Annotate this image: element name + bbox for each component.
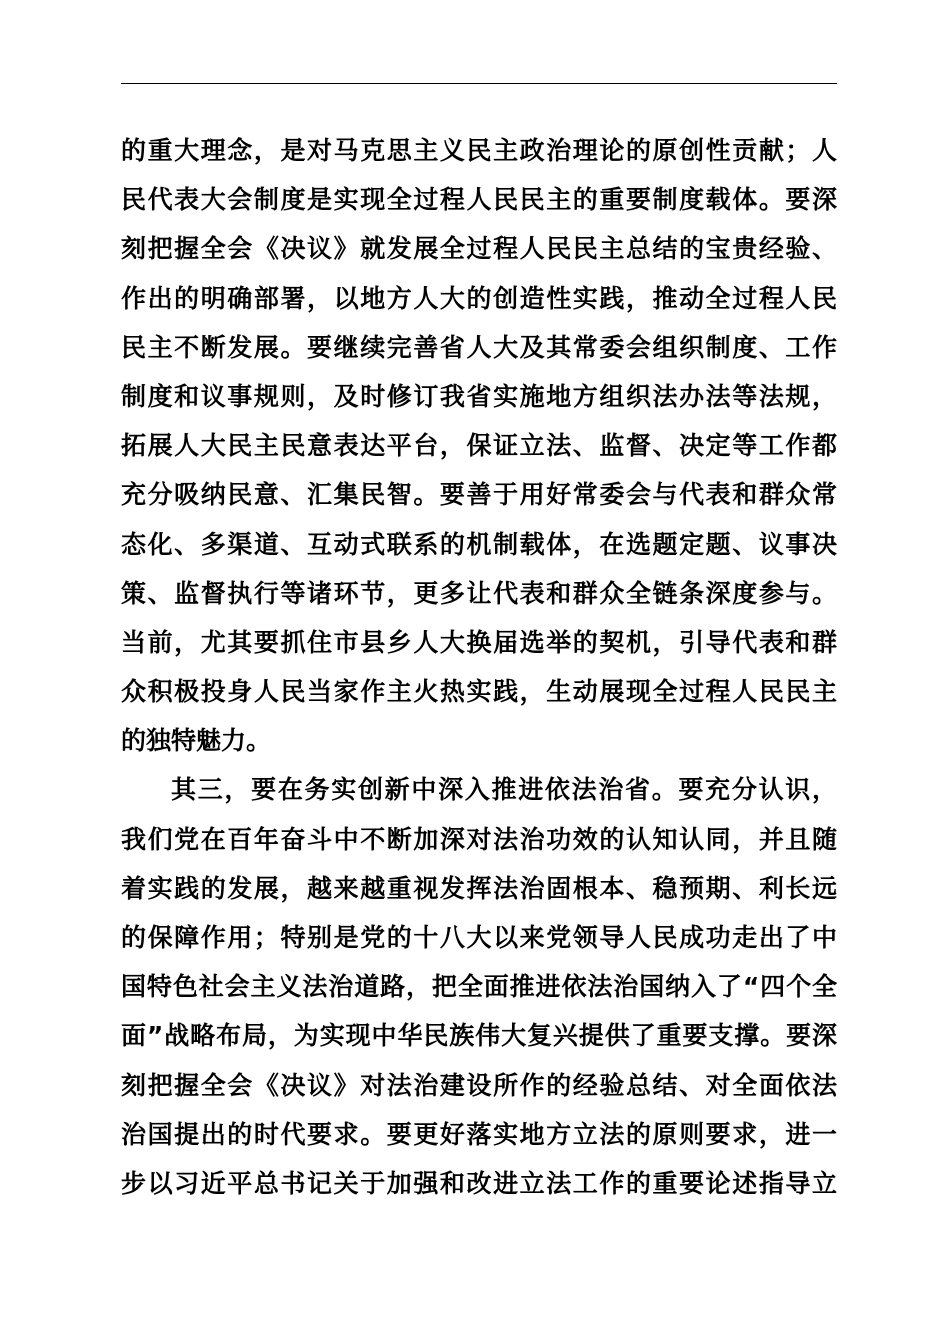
text-line: 国特色社会主义法治道路，把全面推进依法治国纳入了“四个全 <box>121 972 837 1002</box>
header-rule <box>121 83 837 84</box>
text-line: 作出的明确部署，以地方人大的创造性实践，推动全过程人民 <box>121 283 837 313</box>
text-line: 刻把握全会《决议》就发展全过程人民民主总结的宝贵经验、 <box>121 234 837 264</box>
text-line: 拓展人大民主民意表达平台，保证立法、监督、决定等工作都 <box>121 431 837 461</box>
paragraph-end-line: 的独特魅力。 <box>121 726 272 756</box>
text-line: 众积极投身人民当家作主火热实践，生动展现全过程人民民主 <box>121 677 837 707</box>
text-line: 制度和议事规则，及时修订我省实施地方组织法办法等法规， <box>121 381 837 411</box>
text-line: 治国提出的时代要求。要更好落实地方立法的原则要求，进一 <box>121 1119 837 1149</box>
text-line: 面”战略布局，为实现中华民族伟大复兴提供了重要支撑。要深 <box>121 1021 837 1051</box>
text-line: 态化、多渠道、互动式联系的机制载体，在选题定题、议事决 <box>121 529 837 559</box>
text-line: 的保障作用；特别是党的十八大以来党领导人民成功走出了中 <box>121 923 837 952</box>
text-line: 民代表大会制度是实现全过程人民民主的重要制度载体。要深 <box>121 185 837 215</box>
text-line: 的重大理念，是对马克思主义民主政治理论的原创性贡献；人 <box>121 136 837 165</box>
text-line: 刻把握全会《决议》对法治建设所作的经验总结、对全面依法 <box>121 1070 837 1100</box>
text-line: 充分吸纳民意、汇集民智。要善于用好常委会与代表和群众常 <box>121 480 837 510</box>
document-body <box>121 126 837 1208</box>
text-line: 步以习近平总书记关于加强和改进立法工作的重要论述指导立 <box>121 1168 837 1198</box>
paragraph-first-line: 其三，要在务实创新中深入推进依法治省。要充分认识， <box>171 775 837 805</box>
text-line: 当前，尤其要抓住市县乡人大换届选举的契机，引导代表和群 <box>121 627 837 657</box>
text-line: 策、监督执行等诸环节，更多让代表和群众全链条深度参与。 <box>121 578 837 608</box>
text-line: 着实践的发展，越来越重视发挥法治固根本、稳预期、利长远 <box>121 873 837 903</box>
text-line: 民主不断发展。要继续完善省人大及其常委会组织制度、工作 <box>121 332 837 362</box>
text-line: 我们党在百年奋斗中不断加深对法治功效的认知认同，并且随 <box>121 824 837 854</box>
